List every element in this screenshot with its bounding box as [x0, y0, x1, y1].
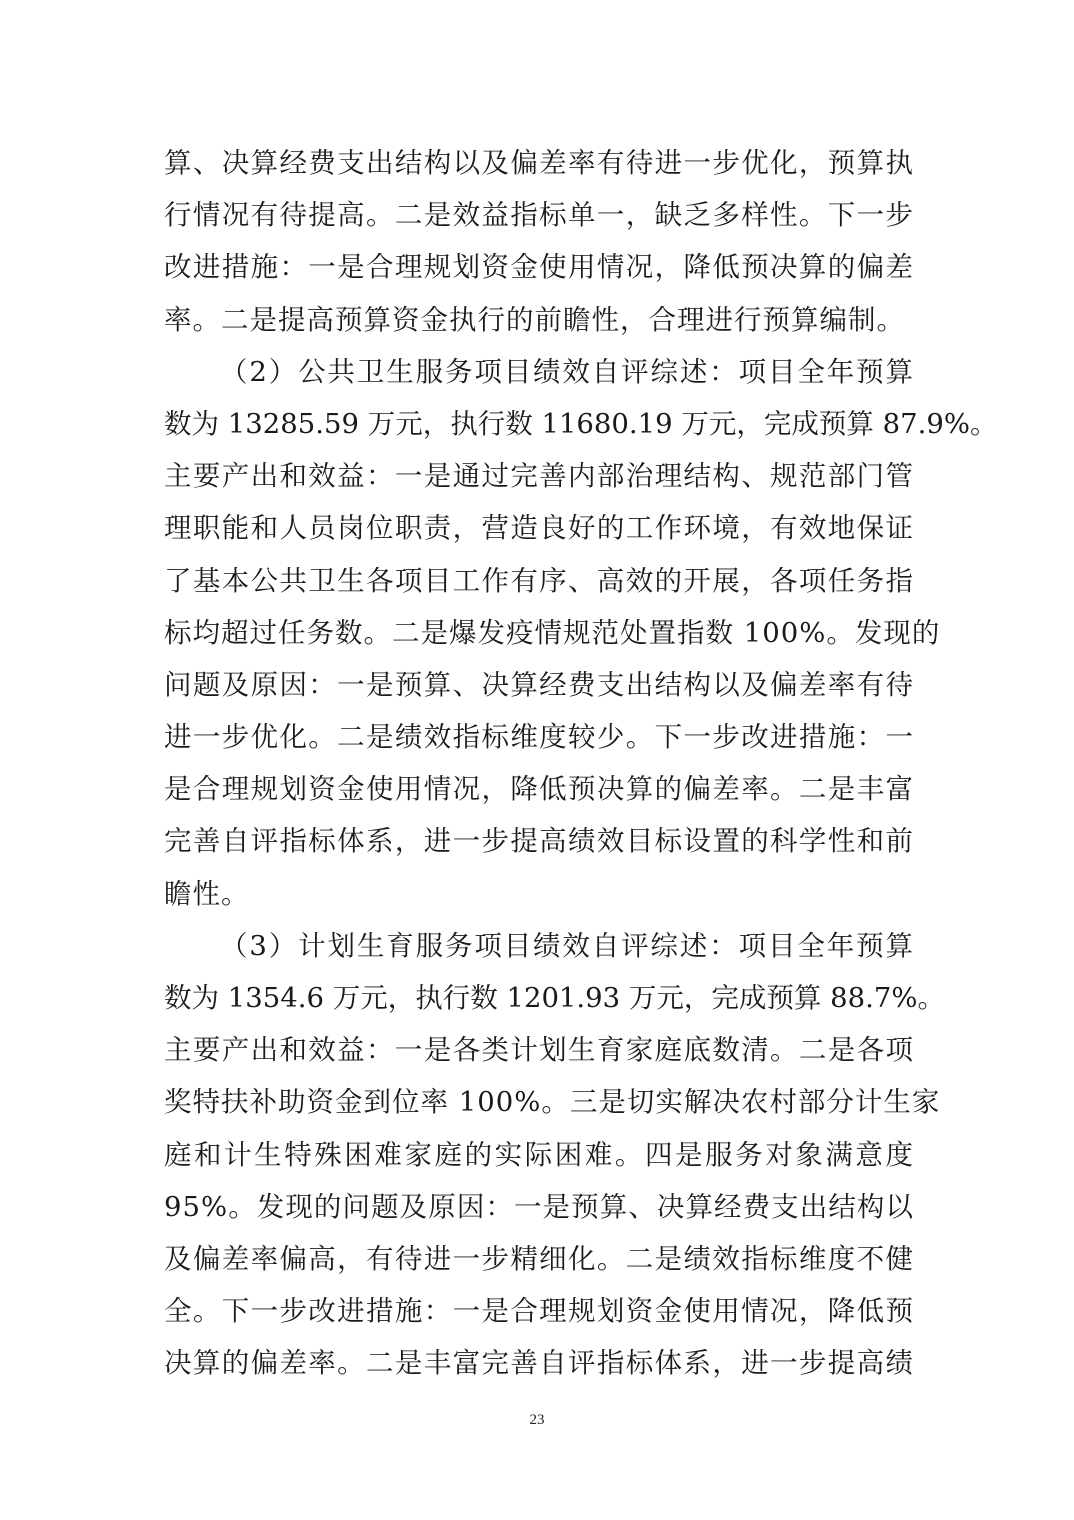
text-line: 数为 1354.6 万元，执行数 1201.93 万元，完成预算 88.7%。	[164, 982, 946, 1014]
text-line: 奖特扶补助资金到位率 100%。三是切实解决农村部分计生家	[164, 1086, 941, 1119]
text-line: 问题及原因：一是预算、决算经费支出结构以及偏差率有待	[164, 668, 914, 701]
text-line: 决算的偏差率。二是丰富完善自评指标体系，进一步提高绩	[164, 1347, 914, 1380]
text-line: 全。下一步改进措施：一是合理规划资金使用情况，降低预	[164, 1295, 914, 1328]
text-line: 了基本公共卫生各项目工作有序、高效的开展，各项任务指	[164, 564, 914, 597]
text-line: 改进措施：一是合理规划资金使用情况，降低预决算的偏差	[164, 251, 914, 284]
text-line: （2）公共卫生服务项目绩效自评综述：项目全年预算	[220, 355, 914, 388]
text-line: 算、决算经费支出结构以及偏差率有待进一步优化，预算执	[164, 147, 914, 179]
document-body	[164, 137, 998, 1390]
text-line: 及偏差率偏高，有待进一步精细化。二是绩效指标维度不健	[164, 1242, 914, 1275]
text-line: 理职能和人员岗位职责，营造良好的工作环境，有效地保证	[164, 512, 914, 545]
text-line: 是合理规划资金使用情况，降低预决算的偏差率。二是丰富	[164, 773, 914, 806]
text-line: 瞻性。	[164, 877, 250, 910]
text-line: 行情况有待提高。二是效益指标单一，缺乏多样性。下一步	[164, 199, 914, 232]
text-line: 完善自评指标体系，进一步提高绩效目标设置的科学性和前	[164, 825, 914, 858]
paragraph-public-health-services	[164, 346, 998, 920]
text-line: （3）计划生育服务项目绩效自评综述：项目全年预算	[220, 929, 914, 962]
text-line: 主要产出和效益：一是通过完善内部治理结构、规范部门管	[164, 460, 914, 493]
text-line: 进一步优化。二是绩效指标维度较少。下一步改进措施：一	[164, 721, 914, 754]
text-line: 95%。发现的问题及原因：一是预算、决算经费支出结构以	[164, 1190, 914, 1223]
text-line: 率。二是提高预算资金执行的前瞻性，合理进行预算编制。	[164, 303, 905, 336]
text-line: 数为 13285.59 万元，执行数 11680.19 万元，完成预算 87.9%。	[164, 407, 998, 440]
text-line: 主要产出和效益：一是各类计划生育家庭底数清。二是各项	[164, 1034, 914, 1067]
paragraph-family-planning-services	[164, 920, 946, 1390]
page-number: 23	[529, 1412, 545, 1428]
text-line: 标均超过任务数。二是爆发疫情规范处置指数 100%。发现的	[164, 616, 941, 649]
paragraph-1-continuation	[164, 137, 914, 346]
text-line: 庭和计生特殊困难家庭的实际困难。四是服务对象满意度	[164, 1138, 914, 1171]
